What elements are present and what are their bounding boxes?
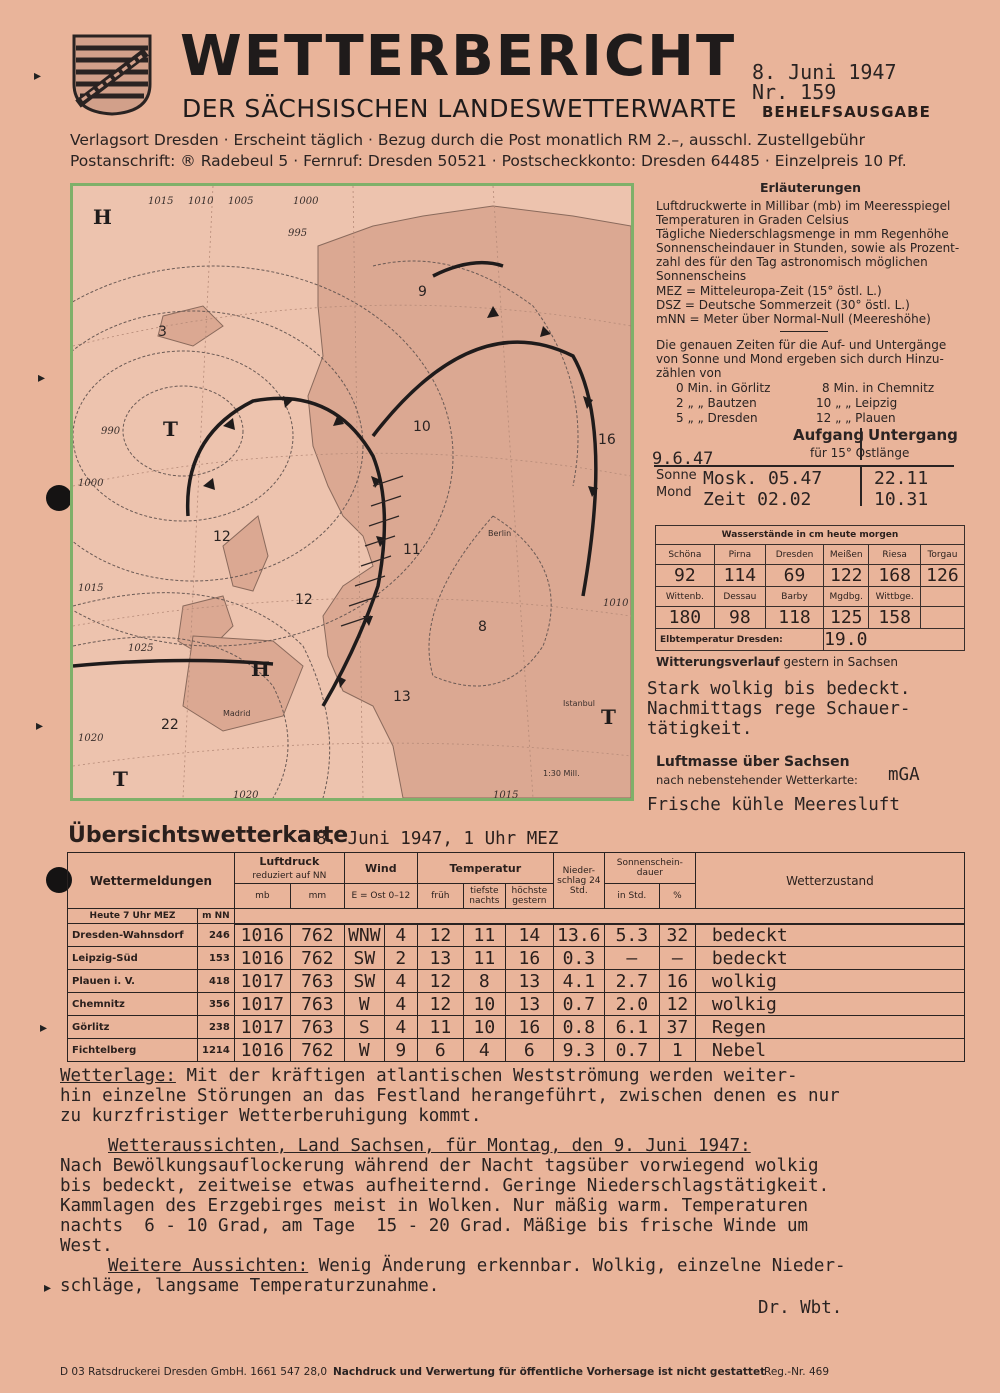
offset-right: 10 „ „ Leipzig (816, 396, 898, 410)
obs-mb: 1016 (234, 1039, 290, 1062)
city-label: Madrid (223, 709, 251, 718)
margin-mark: ▸ (44, 1280, 52, 1296)
obs-pct: 1 (659, 1039, 695, 1062)
weather-condition: wolkig (695, 970, 964, 993)
weather-situation (60, 1066, 798, 1086)
gauge-value: 98 (714, 607, 765, 629)
weather-map (70, 183, 634, 801)
obs-hoch: 6 (505, 1039, 553, 1062)
obs-wdir: SW (344, 970, 384, 993)
obs-nied: 4.1 (553, 970, 604, 993)
gauge-value: 118 (765, 607, 823, 629)
header-luftdruck-sub: reduziert auf NN (252, 871, 327, 881)
observations-body (68, 924, 965, 1062)
obs-tief: 10 (463, 993, 505, 1016)
header-spacer (234, 909, 964, 924)
gauge-name: Dessau (714, 587, 765, 607)
air-mass-sub: nach nebenstehender Wetterkarte: (656, 773, 858, 787)
elb-temperature-value: 19.0 (824, 629, 965, 651)
weather-situation-line: hin einzelne Störungen an das Festland herangeführt, zwischen denen es nur (60, 1086, 840, 1106)
margin-mark: ▸ (40, 1020, 48, 1036)
gauge-name: Wittenb. (656, 587, 715, 607)
elb-temperature-label: Elbtemperatur Dresden: (656, 629, 824, 651)
isobar-label: 1020 (233, 790, 259, 798)
obs-mb: 1016 (234, 924, 290, 947)
station-elevation: 356 (198, 993, 235, 1016)
weather-history-line: Stark wolkig bis bedeckt. (647, 679, 911, 699)
newspaper-title: WETTERBERICHT (180, 24, 737, 89)
isobar-label: 1000 (78, 478, 104, 489)
station-name: Dresden-Wahnsdorf (68, 924, 198, 947)
isobar-label: 1015 (78, 583, 104, 594)
station-name: Görlitz (68, 1016, 198, 1039)
low-pressure-symbol: T (163, 417, 178, 441)
obs-mm: 762 (290, 1039, 344, 1062)
observation-row (68, 993, 965, 1016)
header-wettermeldungen: Wettermeldungen (68, 853, 235, 909)
obs-nied: 0.8 (553, 1016, 604, 1039)
obs-frueh: 12 (417, 970, 463, 993)
explanation-line: mNN = Meter über Normal-Null (Meereshöhe) (656, 312, 931, 326)
gauge-name: Mgdbg. (824, 587, 869, 607)
weather-history-label: Witterungsverlauf (656, 655, 780, 669)
temperature-label: 10 (413, 419, 431, 435)
forecast-line: bis bedeckt, zeitweise etwas aufheiternd. Geringe Niederschlagstätigkeit. (60, 1176, 830, 1196)
newspaper-subtitle: DER SÄCHSISCHEN LANDESWETTERWARTE (182, 94, 737, 123)
divider (860, 466, 862, 506)
isobar-label: 1010 (188, 196, 214, 207)
city-label: Berlin (488, 529, 512, 538)
high-pressure-symbol: H (93, 205, 112, 229)
explanation-line: zahl des für den Tag astronomisch möglichen (656, 255, 928, 269)
weather-history-line: tätigkeit. (647, 719, 753, 739)
moon-label: Mond (656, 485, 692, 500)
obs-mm: 763 (290, 993, 344, 1016)
obs-mm: 762 (290, 924, 344, 947)
station-elevation: 153 (198, 947, 235, 970)
header-luftdruck (234, 853, 344, 884)
isobar-label: 1020 (78, 733, 104, 744)
offset-left: 2 „ „ Bautzen (676, 396, 757, 410)
gauge-value: 122 (824, 565, 869, 587)
gauge-value (920, 607, 964, 629)
offset-left: 0 Min. in Görlitz (676, 381, 771, 395)
obs-frueh: 6 (417, 1039, 463, 1062)
header-hoechste: höchste gestern (505, 884, 553, 909)
station-name: Fichtelberg (68, 1039, 198, 1062)
obs-wdir: W (344, 993, 384, 1016)
obs-wdir: SW (344, 947, 384, 970)
explanation-line: Sonnenscheindauer in Stunden, sowie als Prozent- (656, 241, 960, 255)
water-level-table (655, 525, 965, 651)
explanation-line: MEZ = Mitteleuropa-Zeit (15° östl. L.) (656, 284, 882, 298)
isobar-label: 990 (101, 426, 121, 437)
temperature-label: 12 (213, 529, 231, 545)
map-title: Übersichtswetterkarte (68, 823, 349, 848)
explanations-heading: Erläuterungen (760, 180, 862, 195)
obs-hoch: 13 (505, 993, 553, 1016)
publisher-info: Verlagsort Dresden · Erscheint täglich · Bezug durch die Post monatlich RM 2.–, ausschl. Zustellgebühr (70, 131, 865, 149)
header-sonnenschein: Sonnenschein-dauer (604, 853, 695, 884)
set-label: Untergang (868, 426, 958, 444)
gauge-name: Schöna (656, 545, 715, 565)
station-elevation: 238 (198, 1016, 235, 1039)
gauge-value: 125 (824, 607, 869, 629)
obs-wf: 9 (384, 1039, 417, 1062)
obs-nied: 0.7 (553, 993, 604, 1016)
outlook (108, 1256, 846, 1276)
header-wetterzustand: Wetterzustand (695, 853, 964, 909)
forecast-heading: Wetteraussichten, Land Sachsen, für Montag, den 9. Juni 1947: (108, 1136, 751, 1156)
gauge-value: 180 (656, 607, 715, 629)
header-heute: Heute 7 Uhr MEZ (68, 909, 198, 924)
obs-frueh: 12 (417, 924, 463, 947)
obs-std: 6.1 (604, 1016, 659, 1039)
obs-tief: 11 (463, 947, 505, 970)
issue-number: Nr. 159 (752, 80, 837, 104)
sun-set-time: 22.11 (874, 468, 929, 489)
gauge-name: Torgau (920, 545, 964, 565)
temperature-label: 22 (161, 717, 179, 733)
obs-std: 0.7 (604, 1039, 659, 1062)
observation-row (68, 924, 965, 947)
weather-condition: Regen (695, 1016, 964, 1039)
gauge-name: Meißen (824, 545, 869, 565)
forecast-line: nachts 6 - 10 Grad, am Tage 15 - 20 Grad. Mäßige bis frische Winde um (60, 1216, 809, 1236)
saxony-coat-of-arms (72, 34, 152, 116)
explanation-line: DSZ = Deutsche Sommerzeit (30° östl. L.) (656, 298, 910, 312)
explanation-line: Sonnenscheins (656, 269, 747, 283)
gauge-name (920, 587, 964, 607)
header-temperatur: Temperatur (417, 853, 553, 884)
sun-intro: Die genauen Zeiten für die Auf- und Untergänge (656, 338, 947, 352)
isobar-label: 1010 (603, 598, 629, 609)
moon-rise-time: Zeit 02.02 (703, 489, 812, 510)
gauge-value: 92 (656, 565, 715, 587)
obs-frueh: 11 (417, 1016, 463, 1039)
obs-wf: 4 (384, 1016, 417, 1039)
obs-std: 5.3 (604, 924, 659, 947)
weather-condition: bedeckt (695, 947, 964, 970)
explanation-line: Tägliche Niederschlagsmenge in mm Regenhöhe (656, 227, 949, 241)
moon-set-time: 10.31 (874, 489, 929, 510)
explanation-line: Luftdruckwerte in Millibar (mb) im Meeresspiegel (656, 199, 951, 213)
gauge-value: 158 (869, 607, 920, 629)
obs-pct: 37 (659, 1016, 695, 1039)
header-niederschlag: Nieder-schlag 24 Std. (553, 853, 604, 909)
temperature-label: 8 (478, 619, 487, 635)
observation-row (68, 1039, 965, 1062)
station-elevation: 418 (198, 970, 235, 993)
obs-hoch: 16 (505, 947, 553, 970)
air-mass-description: Frische kühle Meeresluft (647, 795, 900, 815)
weather-situation-line: zu kurzfristiger Wetterberuhigung kommt. (60, 1106, 482, 1126)
obs-wdir: S (344, 1016, 384, 1039)
header-in-std: in Std. (604, 884, 659, 909)
forecast-line: Kammlagen des Erzgebirges meist in Wolken. Nur mäßig warm. Temperaturen (60, 1196, 809, 1216)
obs-mb: 1017 (234, 1016, 290, 1039)
weather-condition: Nebel (695, 1039, 964, 1062)
temperature-label: 12 (295, 592, 313, 608)
gauge-name: Riesa (869, 545, 920, 565)
observations-table (67, 852, 965, 1062)
postal-info: Postanschrift: ® Radebeul 5 · Fernruf: Dresden 50521 · Postscheckkonto: Dresden 64485 · Einzelpreis 10 Pf. (70, 152, 907, 170)
margin-mark: ▸ (38, 370, 46, 386)
obs-tief: 8 (463, 970, 505, 993)
header-mm: mm (290, 884, 344, 909)
obs-nied: 9.3 (553, 1039, 604, 1062)
offset-right: 8 Min. in Chemnitz (822, 381, 935, 395)
temperature-label: 3 (158, 324, 167, 340)
station-name: Chemnitz (68, 993, 198, 1016)
high-pressure-symbol: H (251, 657, 270, 681)
city-label: Istanbul (563, 699, 596, 708)
air-mass-code: mGA (888, 765, 920, 785)
sun-label: Sonne (656, 468, 697, 483)
obs-tief: 4 (463, 1039, 505, 1062)
low-pressure-symbol: T (113, 767, 128, 791)
temperature-label: 9 (418, 284, 427, 300)
gauge-value: 126 (920, 565, 964, 587)
weather-situation-text: Mit der kräftigen atlantischen Westströmung werden weiter- (175, 1066, 798, 1086)
reprint-note: Nachdruck und Verwertung für öffentliche Vorhersage ist nicht gestattet (333, 1366, 766, 1378)
station-name: Plauen i. V. (68, 970, 198, 993)
obs-nied: 13.6 (553, 924, 604, 947)
offset-right: 12 „ „ Plauen (816, 411, 896, 425)
longitude-note: für 15° Ostlänge (810, 446, 910, 460)
map-time: 8. Juni 1947, 1 Uhr MEZ (316, 829, 559, 849)
obs-mb: 1017 (234, 970, 290, 993)
header-mnn: m NN (198, 909, 235, 924)
punch-hole (46, 485, 72, 511)
header-mb: mb (234, 884, 290, 909)
issue-date: 8. Juni 1947 (752, 60, 897, 84)
isobar-label: 1000 (293, 196, 319, 207)
observation-row (68, 947, 965, 970)
gauge-value: 69 (765, 565, 823, 587)
station-elevation: 1214 (198, 1039, 235, 1062)
rise-label: Aufgang (793, 426, 865, 444)
obs-frueh: 13 (417, 947, 463, 970)
obs-nied: 0.3 (553, 947, 604, 970)
gauge-value: 114 (714, 565, 765, 587)
isobar-label: 995 (288, 228, 308, 239)
weather-condition: bedeckt (695, 924, 964, 947)
registration-number: Reg.-Nr. 469 (764, 1366, 829, 1378)
obs-pct: 32 (659, 924, 695, 947)
divider (654, 465, 954, 467)
sun-intro: zählen von (656, 366, 722, 380)
obs-hoch: 16 (505, 1016, 553, 1039)
obs-mm: 763 (290, 970, 344, 993)
obs-pct: – (659, 947, 695, 970)
low-pressure-symbol: T (601, 705, 616, 729)
temperature-label: 13 (393, 689, 411, 705)
obs-std: – (604, 947, 659, 970)
obs-wf: 4 (384, 924, 417, 947)
forecast-line: West. (60, 1236, 113, 1256)
obs-mb: 1017 (234, 993, 290, 1016)
water-table-title: Wasserstände in cm heute morgen (656, 526, 965, 545)
obs-std: 2.7 (604, 970, 659, 993)
outlook-label: Weitere Aussichten: (108, 1256, 309, 1276)
header-tiefste: tiefste nachts (463, 884, 505, 909)
map-scale: 1:30 Mill. (543, 769, 580, 778)
gauge-name: Barby (765, 587, 823, 607)
gauge-name: Wittbge. (869, 587, 920, 607)
obs-tief: 11 (463, 924, 505, 947)
weather-history-heading (656, 655, 898, 670)
isobar-label: 1005 (228, 196, 254, 207)
divider (780, 331, 828, 332)
signature: Dr. Wbt. (758, 1298, 843, 1318)
obs-mm: 762 (290, 947, 344, 970)
obs-mm: 763 (290, 1016, 344, 1039)
header-frueh: früh (417, 884, 463, 909)
printer-note: D 03 Ratsdruckerei Dresden GmbH. 1661 547 28,0 (60, 1366, 328, 1378)
obs-wf: 4 (384, 970, 417, 993)
gauge-name: Dresden (765, 545, 823, 565)
air-mass-heading: Luftmasse über Sachsen (656, 754, 850, 770)
sun-rise-time: Mosk. 05.47 (703, 468, 823, 489)
forecast-line: Nach Bewölkungsauflockerung während der Nacht tagsüber vorwiegend wolkig (60, 1156, 819, 1176)
obs-wdir: WNW (344, 924, 384, 947)
obs-std: 2.0 (604, 993, 659, 1016)
isobar-label: 1015 (148, 196, 174, 207)
obs-pct: 12 (659, 993, 695, 1016)
station-name: Leipzig-Süd (68, 947, 198, 970)
temperature-label: 11 (403, 542, 421, 558)
offset-left: 5 „ „ Dresden (676, 411, 758, 425)
isobar-label: 1025 (128, 643, 154, 654)
weather-map-drawing (73, 186, 631, 798)
british-isles-shape (223, 516, 268, 591)
obs-hoch: 13 (505, 970, 553, 993)
obs-pct: 16 (659, 970, 695, 993)
observation-row (68, 1016, 965, 1039)
header-wind: Wind (344, 853, 417, 884)
sun-moon-date: 9.6.47 (652, 449, 714, 469)
obs-hoch: 14 (505, 924, 553, 947)
obs-wf: 4 (384, 993, 417, 1016)
obs-frueh: 12 (417, 993, 463, 1016)
gauge-value: 168 (869, 565, 920, 587)
gauge-name: Pirna (714, 545, 765, 565)
outlook-text: Wenig Änderung erkennbar. Wolkig, einzelne Nieder- (308, 1256, 846, 1276)
isobar-label: 1015 (493, 790, 519, 798)
obs-tief: 10 (463, 1016, 505, 1039)
sun-intro: von Sonne und Mond ergeben sich durch Hinzu- (656, 352, 944, 366)
weather-history-sub: gestern in Sachsen (779, 655, 899, 669)
obs-wdir: W (344, 1039, 384, 1062)
outlook-line: schläge, langsame Temperaturzunahme. (60, 1276, 440, 1296)
weather-history-line: Nachmittags rege Schauer- (647, 699, 911, 719)
edition-label: BEHELFSAUSGABE (762, 103, 931, 121)
obs-wf: 2 (384, 947, 417, 970)
header-wind-sub: E = Ost 0–12 (344, 884, 417, 909)
obs-mb: 1016 (234, 947, 290, 970)
observation-row (68, 970, 965, 993)
margin-mark: ▸ (36, 718, 44, 734)
header-luftdruck-label: Luftdruck (259, 855, 320, 868)
weather-condition: wolkig (695, 993, 964, 1016)
margin-mark: ▸ (34, 68, 42, 84)
continent-shape (308, 206, 631, 798)
header-percent: % (659, 884, 695, 909)
temperature-label: 16 (598, 432, 616, 448)
explanation-line: Temperaturen in Graden Celsius (656, 213, 849, 227)
station-elevation: 246 (198, 924, 235, 947)
weather-situation-label: Wetterlage: (60, 1066, 176, 1086)
